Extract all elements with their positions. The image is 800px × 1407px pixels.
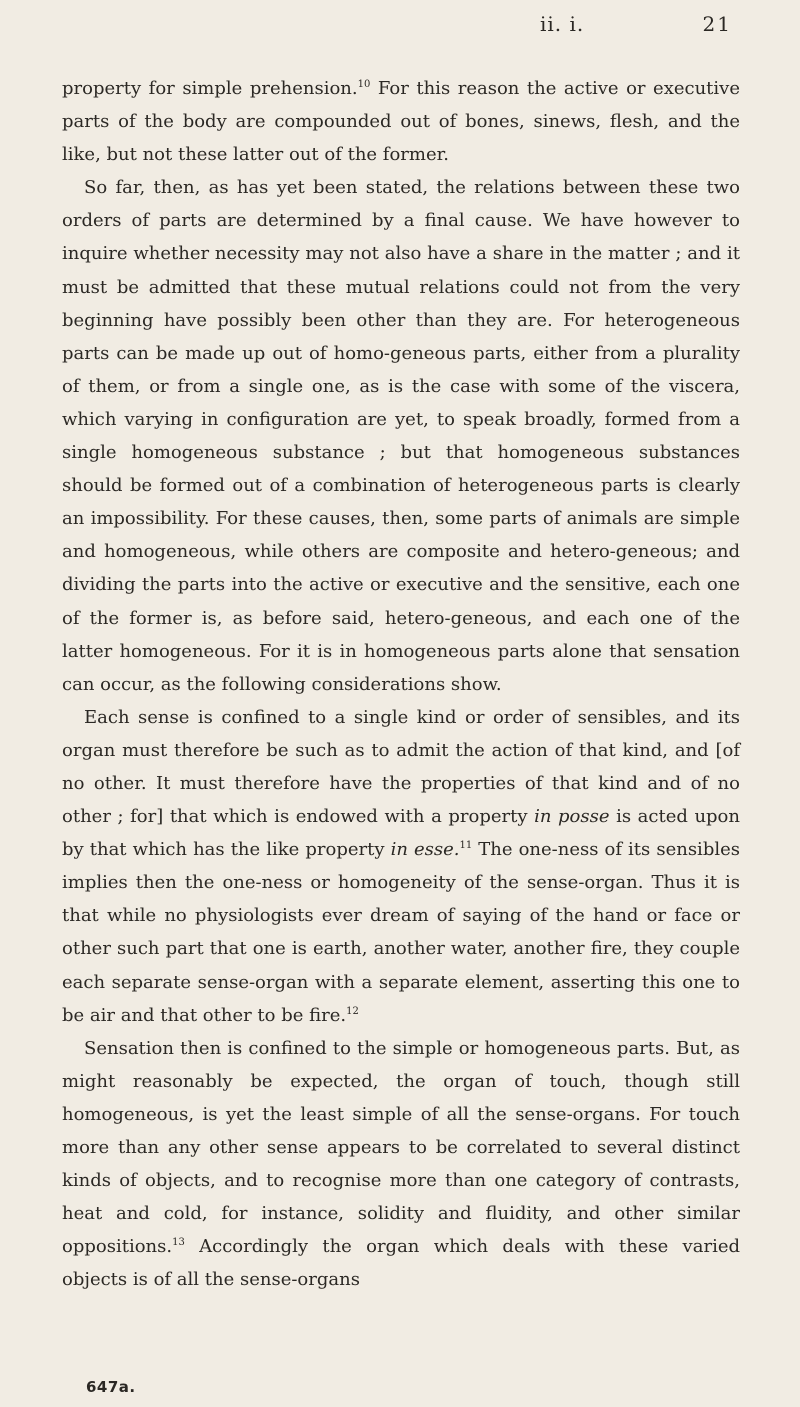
footnote-ref: 13 [172, 1237, 185, 1249]
italic-phrase: in posse [534, 806, 610, 828]
text-run: is acted upon by that which has the like property [62, 806, 740, 861]
paragraph [62, 701, 740, 1032]
footnote-ref: 11 [459, 840, 473, 852]
section-reference: ii. i. [540, 12, 585, 36]
text-run: For this reason the active or executive parts of the body are compounded out of bones, sinews, flesh, and the like, but not these latter out of the former. [62, 78, 740, 166]
text-run: Each sense is confined to a single kind or order of sensibles, and its organ must therefore be such as to admit the action of that kind, and [of no other. It must therefore have the properties of that kind and of no other ; for] that which is endowed with a property [62, 706, 740, 828]
text-run: So far, then, as has yet been stated, the relations between these two orders of parts are determined by a final cause. We have however to inquire whether necessity may not also have a share in the matter ; and it must be admitted that these mutual relations could not from the very beginning have possibly been other than they are. For heterogeneous parts can be made up out of homo-geneous parts, either from a plurality of them, or from a single one, as is the case with some of the viscera, which varying in configuration are yet, to speak broadly, formed from a single homogeneous substance ; but that homogeneous substances should be formed out of a combination of heterogeneous parts is clearly an impossibility. For these causes, then, some parts of animals are simple and homogeneous, while others are composite and hetero-geneous; and dividing the parts into the active or executive and the sensitive, each one of the former is, as before said, hetero-geneous, and each one of the latter homogeneous. For it is in homogeneous parts alone that sensation can occur, as the following considerations show. [62, 177, 740, 695]
text-run: The one-ness of its sensibles implies then the one-ness or homogeneity of the sense-organ. Thus it is that while no physiologists ever dream of saying of the hand or face or other such part that one is earth, another water, another fire, they couple each separate sense-organ with a separate element, asserting this one to be air and that other to be fire. [62, 839, 740, 1026]
body-text [62, 72, 740, 1296]
paragraph [62, 1032, 740, 1297]
text-run: property for simple prehension. [62, 78, 358, 99]
paragraph [62, 72, 740, 171]
text-run: Sensation then is confined to the simple or homogeneous parts. But, as might reasonably be expected, the organ of touch, though still homogeneous, is yet the least simple of all the sense-organs. For touch more than any other sense appears to be correlated to several distinct kinds of objects, and to recognise more than one category of contrasts, heat and cold, for instance, solidity and fluidity, and other similar oppositions. [62, 1037, 740, 1258]
signature-mark: 647a. [86, 1378, 136, 1396]
footnote-ref: 12 [346, 1005, 359, 1017]
footnote-ref: 10 [357, 79, 371, 90]
text-run: Accordingly the organ which deals with these varied objects is of all the sense-organs [62, 1236, 740, 1291]
page-number: 21 [702, 12, 732, 36]
italic-phrase: in esse. [390, 839, 460, 861]
paragraph [62, 171, 740, 701]
